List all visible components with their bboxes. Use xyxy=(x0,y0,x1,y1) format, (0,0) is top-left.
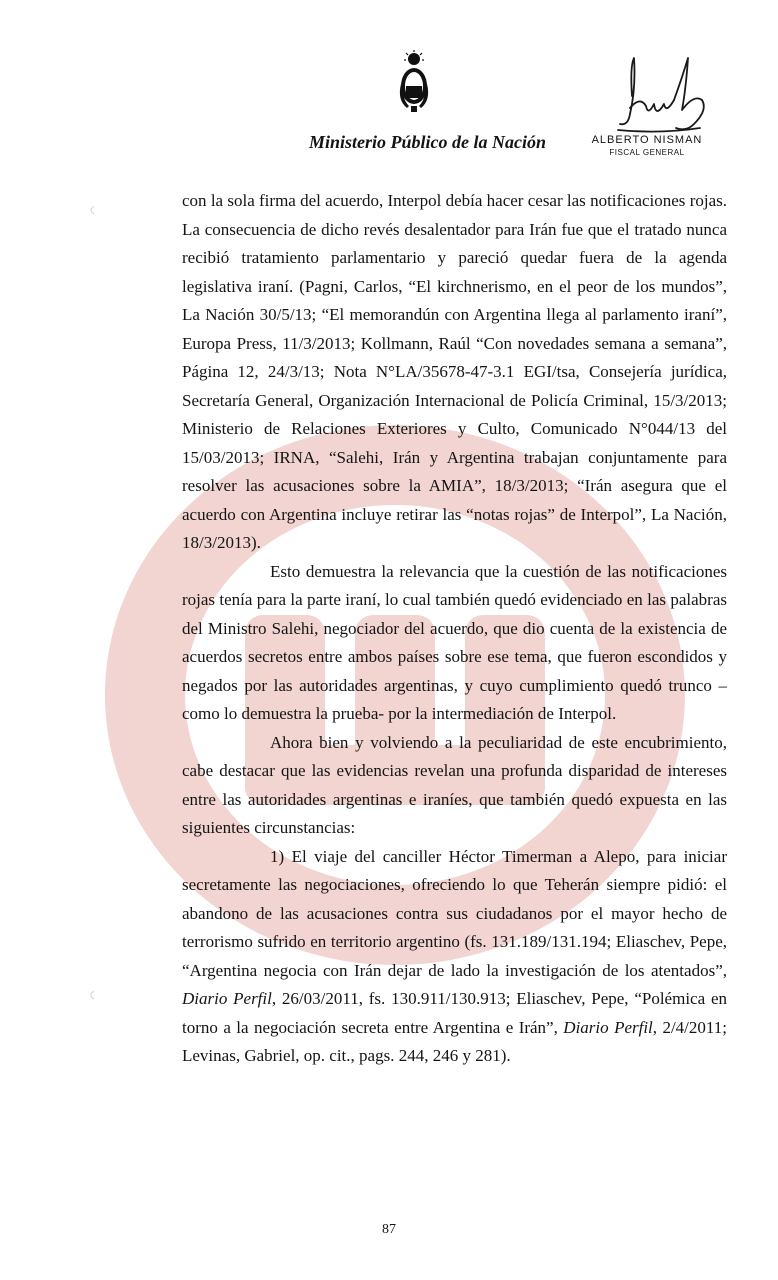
paragraph xyxy=(182,558,727,729)
argentine-coat-of-arms-icon xyxy=(397,50,431,114)
paragraph-text: con la sola firma del acuerdo, Interpol debía hacer cesar las notificaciones rojas. La consecuencia de dicho revés desalentador para Irán fue que el tratado nunca recibió tratamiento parlamentario y pareció quedar fuera de la agenda legislativa iraní. (Pagni, Carlos, “El kirchnerismo, en el peor de los mundos”, La Nación 30/5/13; “El memorandún con Argentina llega al parlamento iraní”, Europa Press, 11/3/2013; Kollmann, Raúl “Con novedades semana a semana”, Página 12, 24/3/13; Nota N°LA/35678-47-3.1 EGI/tsa, Consejería jurídica, Secretaría General, Organización Internacional de Policía Criminal, 15/3/2013; Ministerio de Relaciones Exteriores y Culto, Comunicado N°044/13 del 15/03/2013; IRNA, “Salehi, Irán y Argentina trabajan conjuntamente para resolver las acusaciones sobre la AMIA”, 18/3/2013; “Irán asegura que el acuerdo con Argentina incluye retirar las “notas rojas” de Interpol”, La Nación, 18/3/2013). xyxy=(182,191,727,552)
margin-punch-mark xyxy=(86,990,96,1000)
signature-title: FISCAL GENERAL xyxy=(609,148,685,157)
body-text xyxy=(182,187,727,1071)
italic-citation: Diario Perfil xyxy=(563,1017,653,1037)
handwritten-signature xyxy=(590,48,720,148)
signature-name: ALBERTO NISMAN xyxy=(591,134,703,146)
paragraph xyxy=(182,187,727,558)
paragraph xyxy=(182,843,727,1071)
paragraph-text: 1) El viaje del canciller Héctor Timerman a Alepo, para iniciar secretamente las negociaciones, ofreciendo lo que Teherán siempre pidió: el abandono de las acusaciones contra sus ciudadanos por el mayor hecho de terrorismo sufrido en territorio argentino (fs. 131.189/131.194; Eliaschev, Pepe, “Argentina negocia con Irán dejar de lado la investigación de los atentados”, xyxy=(182,846,727,980)
ministry-title: Ministerio Público de la Nación xyxy=(308,132,546,152)
margin-punch-mark xyxy=(86,205,96,215)
paragraph-text: Ahora bien y volviendo a la peculiaridad de este encubrimiento, cabe destacar que las evidencias revelan una profunda disparidad de intereses entre las autoridades argentinas e iraníes, que también quedó expuesta en las siguientes circunstancias: xyxy=(182,732,727,837)
paragraph-text: Esto demuestra la relevancia que la cuestión de las notificaciones rojas tenía para la parte iraní, lo cual también quedó evidenciado en las palabras del Ministro Salehi, negociador del acuerdo, que dio cuenta de la existencia de acuerdos secretos entre ambos países sobre ese tema, que fueron escondidos y negados por las autoridades argentinas, y cuyo cumplimiento quedó trunco –como lo demuestra la prueba- por la intermediación de Interpol. xyxy=(182,561,727,723)
paragraph xyxy=(182,729,727,843)
paragraph-text: , 2/4/2011; Levinas, Gabriel, op. cit., pags. 244, 246 y 281). xyxy=(182,1017,727,1065)
page-number: 87 xyxy=(382,1222,396,1237)
paragraph-text: , 26/03/2011, fs. 130.911/130.913; Eliaschev, Pepe, “Polémica en torno a la negociación secreta entre Argentina e Irán”, xyxy=(182,989,727,1037)
italic-citation: Diario Perfil xyxy=(182,989,272,1008)
